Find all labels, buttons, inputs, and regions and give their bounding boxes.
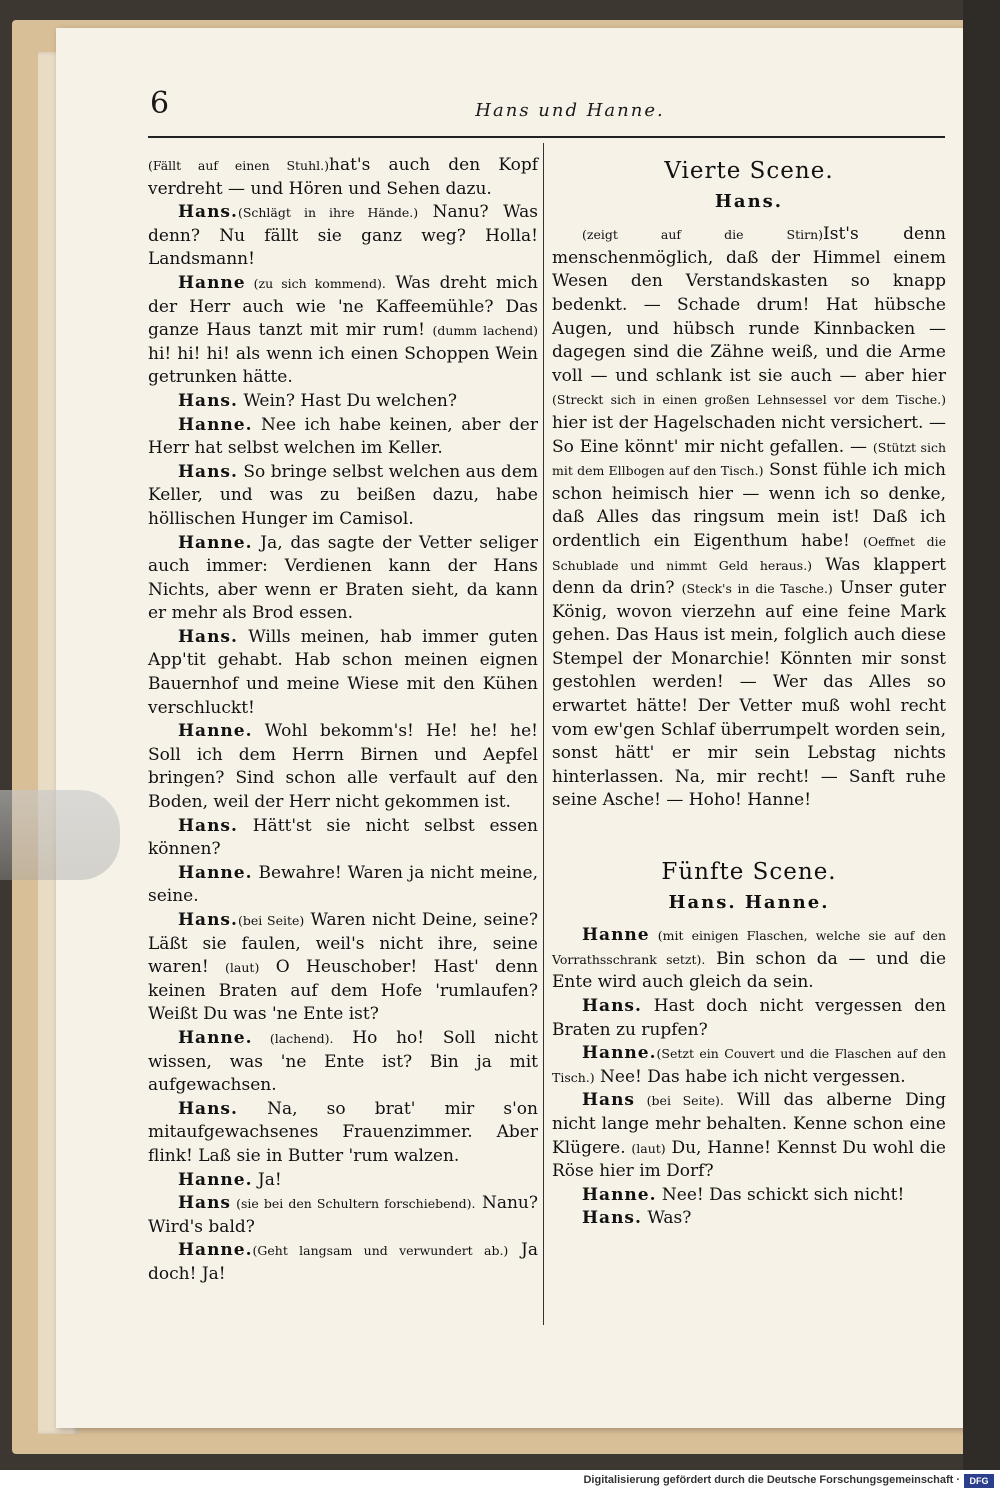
dialogue-paragraph [148,272,538,390]
speaker-name: Hans. [582,996,642,1016]
stage-direction: (bei Seite). [635,1093,724,1109]
speaker-name: Hanne. [582,1043,657,1064]
dialogue-paragraph [148,201,538,272]
dialogue-text: Ja, das sagte der Vetter seliger auch immer: Verdienen kann der Hans Nichts, aber wenn er Braten sieht, da kann er mehr als Brod essen. [148,532,538,624]
scene-text [552,924,946,1231]
dialogue-text: Bewahre! Waren ja nicht meine, seine. [148,862,538,907]
dialogue-paragraph [148,909,538,1027]
dialogue-paragraph [148,390,538,414]
dialogue-paragraph [148,1098,538,1169]
stage-direction: (Oeffnet die Schublade und nimmt Geld heraus.) [552,533,947,573]
stage-direction: (sie bei den Schultern forschiebend). [231,1196,476,1212]
stage-direction: (Fällt auf einen Stuhl.) [148,158,330,173]
dialogue-text: Ja doch! Ja! [148,1240,538,1284]
dialogue-paragraph [148,414,538,461]
header-rule [148,136,945,138]
dialogue-paragraph [148,1027,538,1098]
dialogue-text: Unser guter König, wovon vierzehn auf eine feine Mark gehen. Das Haus ist mein, folglich auch diese Stempel der Monarchie! [552,578,946,669]
dialogue-text: Wein? Hast Du welchen? [237,390,457,411]
stage-direction: (laut) [631,1140,666,1156]
dialogue-paragraph [552,995,946,1042]
stage-direction: (Setzt ein Couvert und die Flaschen auf den Tisch.) [552,1046,946,1085]
dialogue-text: Na, so brat' mir s'on mitaufgewachsenes Frauenzimmer. Aber flink! Laß sie in Butter 'rum walzen. [148,1098,538,1166]
dialogue-paragraph [148,532,538,626]
dialogue-text: hi! hi! hi! als wenn ich einen Schoppen Wein getrunken hätte. [148,343,538,388]
dialogue-paragraph [148,815,538,862]
stage-direction: (zu sich kommend). [245,275,386,291]
scene-title: Vierte Scene. [664,158,834,184]
dialogue-paragraph [148,720,538,814]
left-column [148,154,538,1287]
speaker-name: Hans. [178,910,238,930]
dialogue-paragraph [552,1089,946,1183]
right-column [552,154,946,1231]
dialogue-text: Nee! Das schickt sich nicht! [656,1184,905,1205]
dialogue-text: hat's auch den Kopf verdreht — und Hören und Sehen dazu. [148,155,538,199]
dialogue-text: O Heuschober! [259,957,434,978]
dialogue-paragraph [552,1042,946,1089]
dialogue-paragraph [148,1239,538,1286]
speaker-name: Hanne [178,272,246,293]
dialogue-paragraph [552,223,946,813]
scene-text [552,223,946,813]
dialogue-text: Sonst fühle ich mich schon heimisch hier — wenn ich so denke, daß Alles das ringsum mein ist! Daß ich ordentlich ein Eigenthum habe! [552,460,946,551]
speaker-name: Hans. [178,461,238,482]
speaker-name: Hanne [582,925,650,946]
dialogue-text: Was dreht mich der Herr auch wie 'ne Kaffeemühle? Das ganze Haus tanzt mit mir rum! [148,272,538,341]
stage-direction: (dumm lachend) [432,323,539,339]
speaker-name: Hanne. [178,721,253,742]
page-number: 6 [150,86,170,121]
stage-direction: (Schlägt in ihre Hände.) [237,205,419,221]
scene-persons: Hans. Hanne. [668,891,830,913]
dialogue-text: Bin schon da — und die Ente wird auch gleich da sein. [552,948,947,993]
speaker-name: Hans. [582,1208,642,1229]
dialogue-text: Ho ho! Soll nicht wissen, was 'ne Ente ist? Bin ja mit aufgewachsen. [148,1027,539,1096]
dialogue-text: Waren nicht Deine, seine? Läßt sie faulen, weil's nicht ihre, seine waren! [148,910,538,978]
dialogue-paragraph [552,1184,946,1208]
dialogue-text: Wills meinen, hab immer guten App'tit gehabt. Hab schon meinen eignen Bauernhof und meine Wiese mit den Kühen verschluckt! [148,626,538,718]
scene-title: Fünfte Scene. [661,859,837,886]
dialogue-paragraph [148,626,538,720]
dialogue-text: Ist's denn menschenmöglich, daß der Himmel einem Wesen den Verstandskasten so knapp bedenkt. — Schade drum! Hat hübsche Augen, und hübsch runde Kinnbacken — dagegen sind die Zähne weiß, und die Arme voll — und schlank ist sie auch — aber hier [552,224,946,386]
stage-direction: (Stützt sich mit dem Ellbogen auf den Tisch.) [552,439,946,479]
speaker-name: Hanne. [582,1184,657,1205]
dialogue-paragraph [148,1169,538,1193]
dialogue-text: Ja! [252,1169,282,1190]
dialogue-paragraph [148,862,538,909]
stage-direction: (lachend). [252,1030,334,1046]
dialogue-text: Hätt'st sie nicht selbst essen können? [148,815,538,860]
stage-direction: (mit einigen Flaschen, welche sie auf den Vorrathsschrank setzt). [552,928,946,967]
footer-credit: Digitalisierung gefördert durch die Deutsche Forschungsgemeinschaft · [583,1474,960,1486]
stage-direction: (zeigt auf die Stirn) [582,227,824,243]
speaker-name: Hanne. [178,1027,253,1048]
dialogue-text: Wohl bekomm's! He! he! he! Soll ich dem Herrn Birnen und Aepfel bringen? Sind schon alle verfault auf den Boden, weil der Herr nicht gekommen ist. [148,721,538,813]
dialogue-paragraph [148,1192,538,1239]
dialogue-text: So bringe selbst welchen aus dem Keller, und was zu beißen dazu, habe höllischen Hunger im Camisol. [148,461,538,529]
speaker-name: Hans. [178,390,238,411]
column-divider [543,143,544,1325]
page-clip [0,790,120,880]
speaker-name: Hanne. [178,1169,253,1190]
dialogue-text: Will das alberne Ding nicht lange mehr behalten. Kenne schon eine Klügere. [552,1090,946,1158]
dialogue-text: hier ist der Hagelschaden nicht versichert. — So Eine könnt' mir nicht gefallen. — [552,412,946,457]
speaker-name: Hanne. [178,862,253,883]
dialogue-paragraph [148,461,538,532]
dialogue-text: Du, Hanne! Kennst Du wohl die Röse hier im Dorf? [552,1137,946,1182]
dialogue-text: Nanu? Was denn? Nu fällt sie ganz weg? [148,202,539,246]
dialogue-paragraph [552,924,946,995]
stage-direction: (Streckt sich in einen großen Lehnsessel vor dem Tische.) [552,392,946,408]
speaker-name: Hanne. [178,414,253,435]
dfg-logo: DFG [964,1474,994,1488]
binding-shadow [963,0,1000,1470]
dialogue-text: Hast' denn keinen Braten auf dem Hofe 'rumlaufen? Weißt Du was 'ne Ente ist? [148,957,539,1025]
stage-direction: (Steck's in die Tasche.) [681,581,833,597]
running-title: Hans und Hanne. [475,100,665,121]
dialogue-text: Was klappert denn da drin? [552,554,946,599]
speaker-name: Hanne. [178,1240,253,1261]
speaker-name: Hans. [178,1098,238,1119]
speaker-name: Hans. [178,626,238,647]
dialogue-text: Was? [641,1208,692,1229]
stage-direction: (bei Seite) [237,913,305,928]
stage-direction: (Geht langsam und verwundert ab.) [252,1243,509,1259]
dialogue-paragraph [148,154,538,201]
dialogue-text: Holla! Landsmann! [148,225,538,270]
scene-persons: Hans. [714,190,784,212]
speaker-name: Hans [178,1193,232,1214]
stage-direction: (laut) [225,960,260,976]
dialogue-text: Nee ich habe keinen, aber der Herr hat selbst welchen im Keller. [148,414,538,459]
speaker-name: Hans. [178,202,238,223]
dialogue-text: Hast doch nicht vergessen den Braten zu rupfen? [552,996,946,1040]
dialogue-text: Könnten mir sonst gestohlen werden! — Wer das Alles so erwartet hätte! Der Vetter muß wohl recht vom ew'gen Schlaf überrumpelt worden sein, sonst hätt' er mir sein Lebstag nichts hinterlassen. Na, mir recht! — Sanft ruhe seine Asche! — Hoho! Hanne! [552,648,946,811]
speaker-name: Hans. [178,815,238,836]
speaker-name: Hanne. [178,532,253,553]
speaker-name: Hans [582,1090,636,1111]
dialogue-text: Nanu? Wird's bald? [148,1193,538,1237]
dialogue-paragraph [552,1207,946,1231]
dialogue-text: Nee! Das habe ich nicht vergessen. [594,1066,906,1087]
